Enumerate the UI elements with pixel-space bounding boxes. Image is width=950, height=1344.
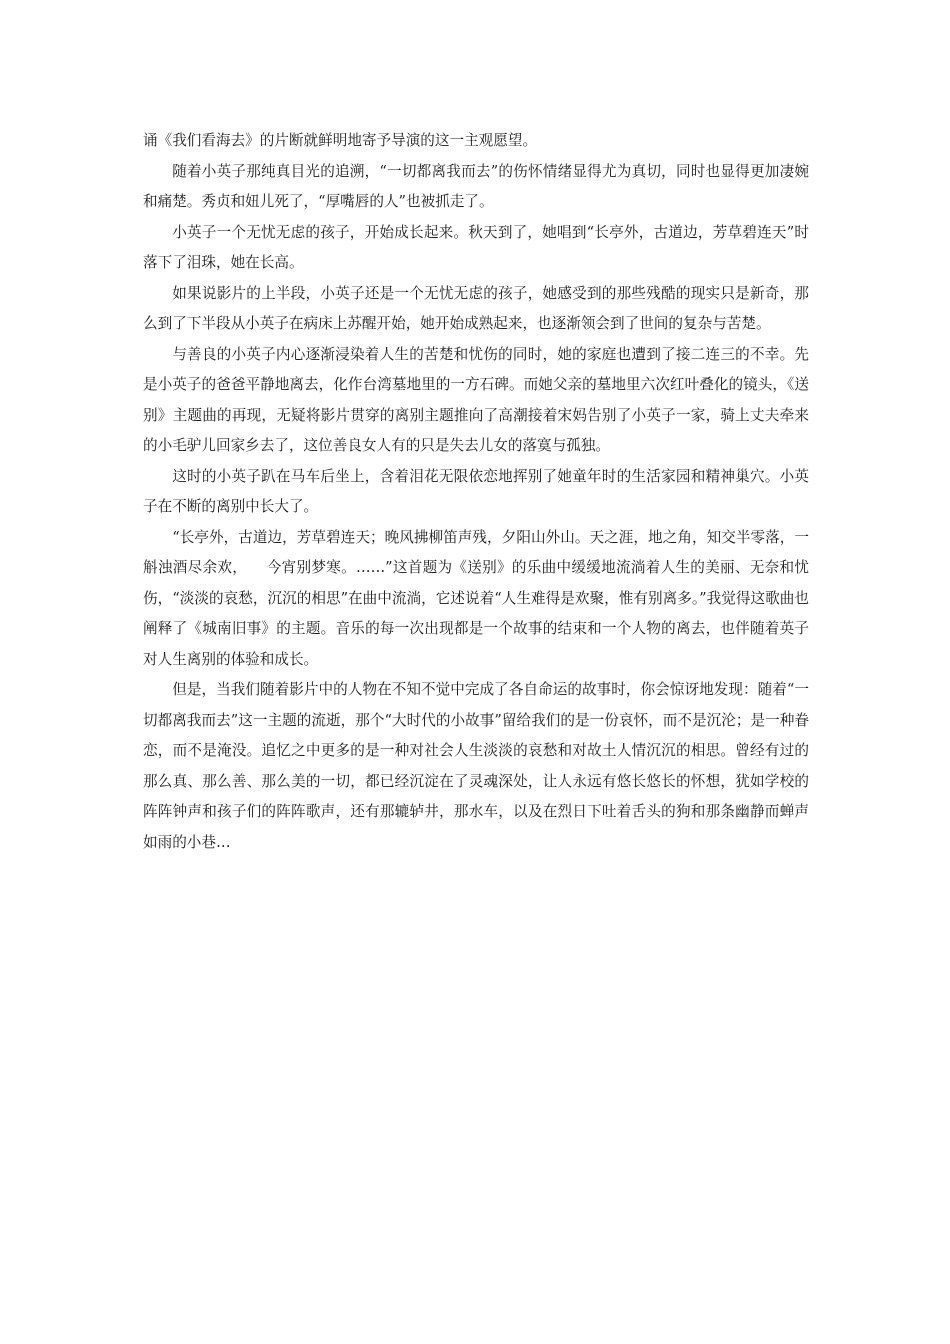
paragraph-7: “长亭外，古道边，芳草碧连天；晚风拂柳笛声残，夕阳山外山。天之涯，地之角，知交半零落，一斛浊酒尽余欢， 今宵别梦寒。……”这首题为《送别》的乐曲中缓缓地流淌着人生的美丽、无奈和忧伤，“淡淡的哀愁，沉沉的相思”在曲中流淌，它述说着“人生难得是欢聚，惟有别离多。”我觉得这歌曲也阐释了《城南旧事》的主题。音乐的每一次出现都是一个故事的结束和一个人物的离去，也伴随着英子对人生离别的体验和成长。 bbox=[143, 528, 809, 668]
paragraph-2: 随着小英子那纯真目光的追溯，“一切都离我而去”的伤怀情绪显得尤为真切，同时也显得更加凄婉和痛楚。秀贞和妞儿死了，“厚嘴唇的人”也被抓走了。 bbox=[143, 162, 809, 210]
paragraph-1: 诵《我们看海去》的片断就鲜明地寄予导演的这一主观愿望。 bbox=[143, 132, 538, 149]
paragraph-3: 小英子一个无忧无虑的孩子，开始成长起来。秋天到了，她唱到“长亭外，古道边，芳草碧连天”时落下了泪珠，她在长高。 bbox=[143, 223, 809, 271]
paragraph-5: 与善良的小英子内心逐渐浸染着人生的苦楚和忧伤的同时，她的家庭也遭到了接二连三的不幸。先是小英子的爸爸平静地离去，化作台湾墓地里的一方石碑。而她父亲的墓地里六次红叶叠化的镜头，《送别》主题曲的再现，无疑将影片贯穿的离别主题推向了高潮接着宋妈告别了小英子一家，骑上丈夫牵来的小毛驴儿回家乡去了，这位善良女人有的只是失去儿女的落寞与孤独。 bbox=[143, 345, 809, 454]
paragraph-6: 这时的小英子趴在马车后坐上，含着泪花无限依恋地挥别了她童年时的生活家园和精神巢穴。小英子在不断的离别中长大了。 bbox=[143, 467, 809, 515]
paragraph-4: 如果说影片的上半段，小英子还是一个无忧无虑的孩子，她感受到的那些残酷的现实只是新奇，那么到了下半段从小英子在病床上苏醒开始，她开始成熟起来，也逐渐领会到了世间的复杂与苦楚。 bbox=[143, 284, 809, 332]
document-body bbox=[143, 126, 809, 858]
paragraph-8: 但是，当我们随着影片中的人物在不知不觉中完成了各自命运的故事时，你会惊讶地发现：随着“一切都离我而去”这一主题的流逝，那个“大时代的小故事”留给我们的是一份哀怀，而不是沉沦；是一种眷恋，而不是淹没。追忆之中更多的是一种对社会人生淡淡的哀愁和对故土人情沉沉的相思。曾经有过的那么真、那么善、那么美的一切，都已经沉淀在了灵魂深处，让人永远有悠长悠长的怀想，犹如学校的阵阵钟声和孩子们的阵阵歌声，还有那辘轳井，那水车，以及在烈日下吐着舌头的狗和那条幽静而蝉声如雨的小巷… bbox=[143, 681, 809, 851]
